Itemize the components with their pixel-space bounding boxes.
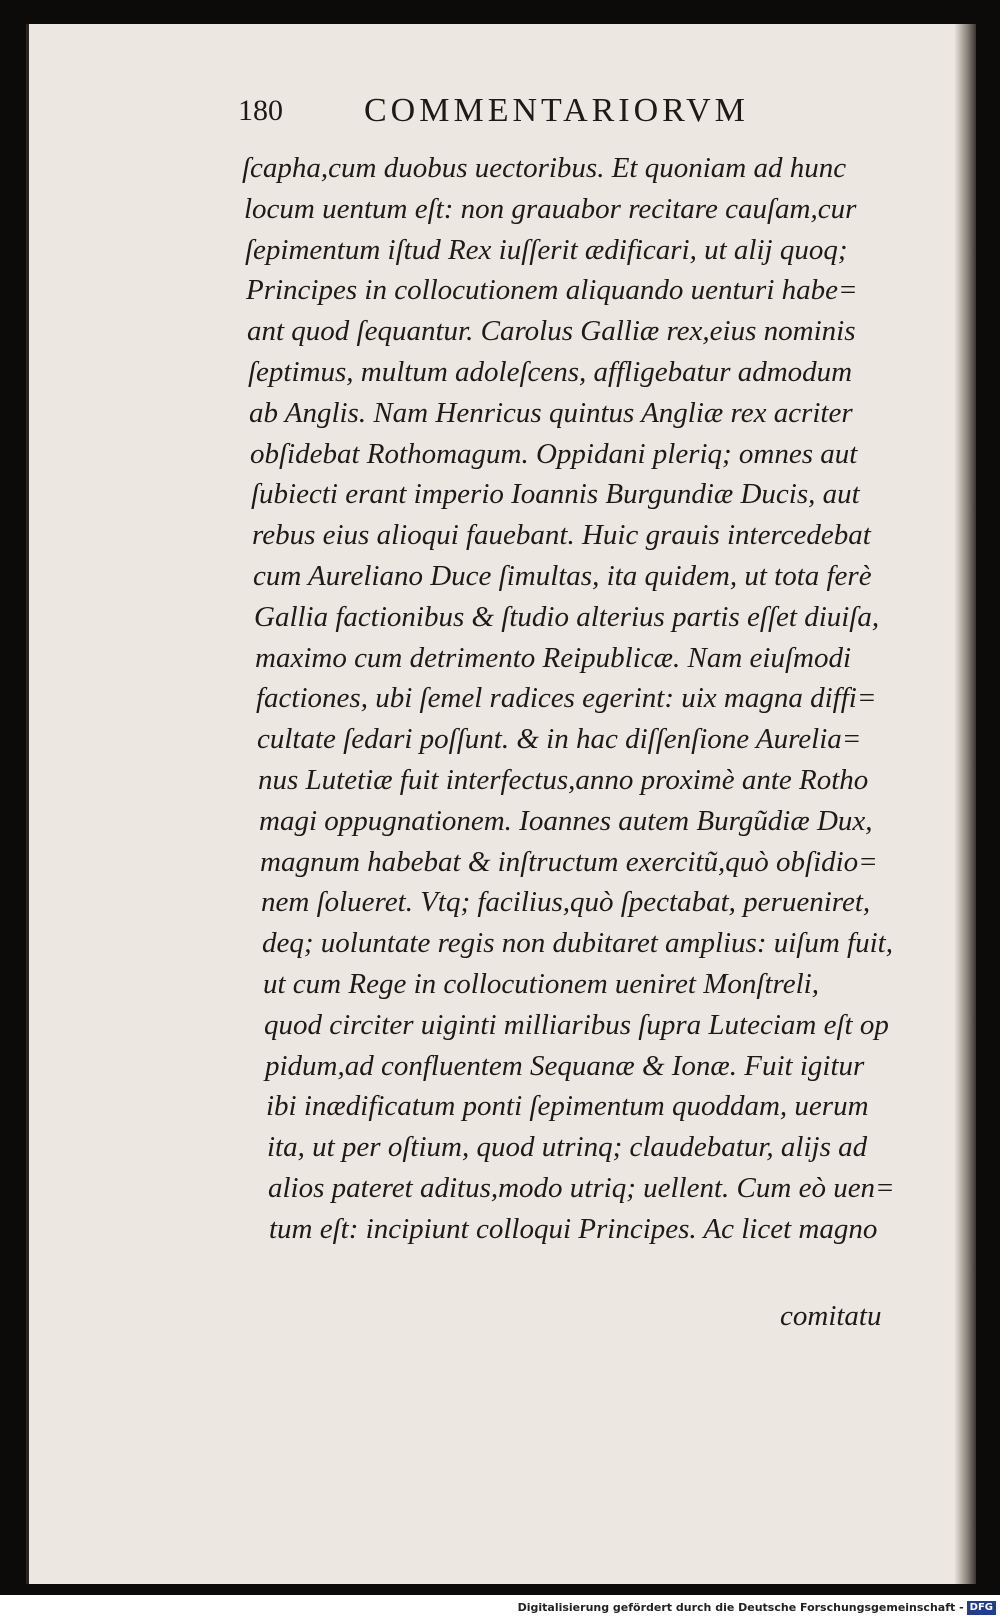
catchword: comitatu: [780, 1300, 882, 1332]
text-line: locum uentum eſt: non grauabor recitare cauſam,cur: [244, 192, 857, 225]
text-line: ſcapha,cum duobus uectoribus. Et quoniam ad hunc: [242, 152, 847, 184]
text-line: ant quod ſequantur. Carolus Galliæ rex,eius nominis: [247, 315, 856, 348]
text-line: rebus eius alioqui fauebant. Huic grauis intercedebat: [252, 519, 871, 552]
running-title: COMMENTARIORVM: [364, 92, 749, 129]
text-line: Gallia factionibus & ſtudio alterius partis eſſet diuiſa,: [254, 600, 880, 633]
page-header: [238, 86, 878, 136]
digitization-credit: [0, 1597, 996, 1619]
text-line: nus Lutetiæ fuit interfectus,anno proximè ante Rotho: [258, 763, 869, 796]
text-line: ab Anglis. Nam Henricus quintus Angliæ rex acriter: [249, 396, 853, 429]
text-line: factiones, ubi ſemel radices egerint: uix magna diffi=: [256, 682, 877, 715]
text-line: ibi inædificatum ponti ſepimentum quoddam, uerum: [266, 1090, 869, 1123]
text-line: maximo cum detrimento Reipublicæ. Nam eiuſmodi: [255, 641, 852, 674]
body-text: [242, 148, 942, 1250]
text-line: magnum habebat & inſtructum exercitũ,quò obſidio=: [260, 845, 878, 878]
page-number: 180: [238, 94, 283, 127]
text-line: obſidebat Rothomagum. Oppidani pleriq; omnes aut: [250, 437, 858, 470]
text-line: alios pateret aditus,modo utriq; uellent. Cum eò uen=: [268, 1171, 895, 1204]
text-line: Principes in collocutionem aliquando uenturi habe=: [246, 274, 858, 307]
text-line: magi oppugnationem. Ioannes autem Burgũdiæ Dux,: [259, 804, 873, 837]
text-line: cultate ſedari poſſunt. & in hac diſſenſione Aurelia=: [257, 723, 862, 756]
text-line: ſubiecti erant imperio Ioannis Burgundiæ Ducis, aut: [251, 478, 860, 511]
text-line: tum eſt: incipiunt colloqui Principes. Ac licet magno: [269, 1212, 878, 1245]
text-line: ita, ut per oſtium, quod utrinq; claudebatur, alijs ad: [267, 1131, 868, 1164]
text-line: cum Aureliano Duce ſimultas, ita quidem, ut tota ferè: [253, 559, 872, 592]
text-line: deq; uoluntate regis non dubitaret amplius: uiſum fuit,: [262, 927, 893, 960]
dfg-logo: DFG: [967, 1601, 996, 1615]
credit-text: Digitalisierung gefördert durch die Deutsche Forschungsgemeinschaft -: [517, 1601, 964, 1614]
text-line: ſeptimus, multum adoleſcens, affligebatur admodum: [248, 355, 853, 388]
text-line: ut cum Rege in collocutionem ueniret Monſtreli,: [263, 967, 819, 1000]
text-line: quod circiter uiginti milliaribus ſupra Luteciam eſt op: [264, 1008, 889, 1041]
text-line: ſepimentum iſtud Rex iuſſerit ædificari, ut alij quoq;: [245, 233, 848, 266]
text-line: nem ſolueret. Vtq; facilius,quò ſpectabat, perueniret,: [261, 886, 871, 919]
text-line: pidum,ad confluentem Sequanæ & Ionæ. Fuit igitur: [265, 1049, 865, 1082]
